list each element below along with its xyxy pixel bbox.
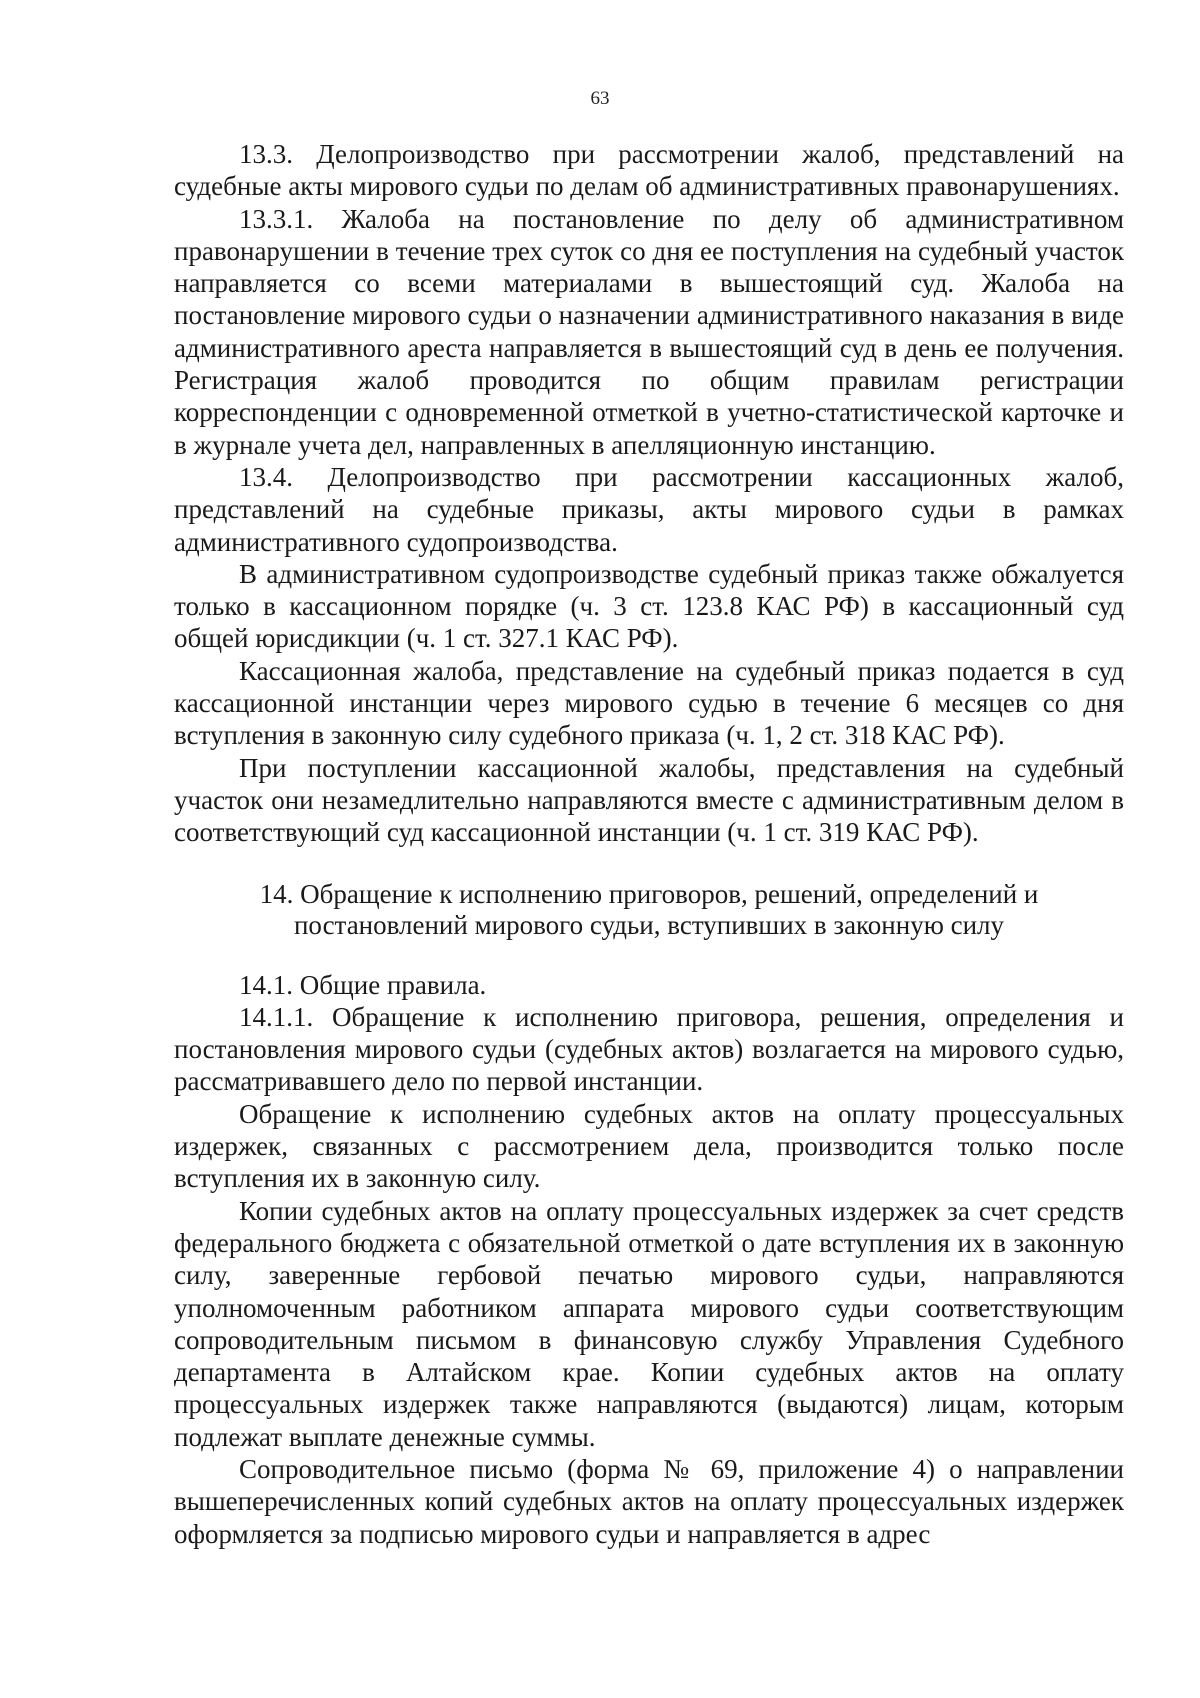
paragraph-13-4-cassation-complaint: Кассационная жалоба, представление на судебный приказ подается в суд кассационной инстанции через мирового судью в течение 6 месяцев со дня вступления в законную силу судебного приказа (ч. 1, 2 ст. 318 КАС РФ). — [174, 655, 1124, 751]
paragraph-14-1-1-copies: Копии судебных актов на оплату процессуальных издержек за счет средств федерального бюджета с обязательной отметкой о дате вступления их в законную силу, заверенные гербовой печатью мирового судьи, направляются уполномоченным работником аппарата мирового судьи соответствующим сопроводительным письмом в финансовую службу Управления Судебного департамента в Алтайском крае. Копии судебных актов на оплату процессуальных издержек также направляются (выдаются) лицам, которым подлежат выплате денежные суммы. — [174, 1195, 1124, 1452]
paragraph-13-4: 13.4. Делопроизводство при рассмотрении кассационных жалоб, представлений на судебные приказы, акты мирового судьи в рамках административного судопроизводства. — [174, 461, 1124, 557]
paragraph-13-3-1: 13.3.1. Жалоба на постановление по делу об административном правонарушении в течение трех суток со дня ее поступления на судебный участок направляется со всеми материалами в вышестоящий суд. Жалоба на постановление мирового судьи о назначении административного наказания в виде административного ареста направляется в вышестоящий суд в день ее получения. Регистрация жалоб проводится по общим правилам регистрации корреспонденции с одновременной отметкой в учетно-статистической карточке и в журнале учета дел, направленных в апелляционную инстанцию. — [174, 203, 1124, 460]
paragraph-13-4-cassation-order: В административном судопроизводстве судебный приказ также обжалуется только в кассационном порядке (ч. 3 ст. 123.8 КАС РФ) в кассационный суд общей юрисдикции (ч. 1 ст. 327.1 КАС РФ). — [174, 558, 1124, 654]
paragraph-13-4-receipt: При поступлении кассационной жалобы, представления на судебный участок они незамедлительно направляются вместе с административным делом в соответствующий суд кассационной инстанции (ч. 1 ст. 319 КАС РФ). — [174, 752, 1124, 848]
section-14-heading-line-1: 14. Обращение к исполнению приговоров, решений, определений и — [259, 878, 1039, 909]
page-number: 63 — [590, 88, 610, 109]
paragraph-14-1: 14.1. Общие правила. — [239, 969, 487, 1000]
paragraph-14-1-1-cover-letter: Сопроводительное письмо (форма № 69, приложение 4) о направлении вышеперечисленных копий судебных актов на оплату процессуальных издержек оформляется за подписью мирового судьи и направляется в адрес — [174, 1453, 1124, 1549]
paragraph-13-3: 13.3. Делопроизводство при рассмотрении жалоб, представлений на судебные акты мирового судьи по делам об административных правонарушениях. — [174, 139, 1124, 202]
paragraph-14-1-1: 14.1.1. Обращение к исполнению приговора, решения, определения и постановления мирового судьи (судебных актов) возлагается на мирового судью, рассматривавшего дело по первой инстанции. — [174, 1001, 1124, 1097]
section-14-heading-line-2: постановлений мирового судьи, вступивших в законную силу — [293, 909, 1005, 940]
paragraph-14-1-1-costs: Обращение к исполнению судебных актов на оплату процессуальных издержек, связанных с рассмотрением дела, производится только после вступления их в законную силу. — [174, 1098, 1124, 1194]
section-14-heading — [174, 879, 1124, 941]
page-content — [174, 138, 1124, 1550]
